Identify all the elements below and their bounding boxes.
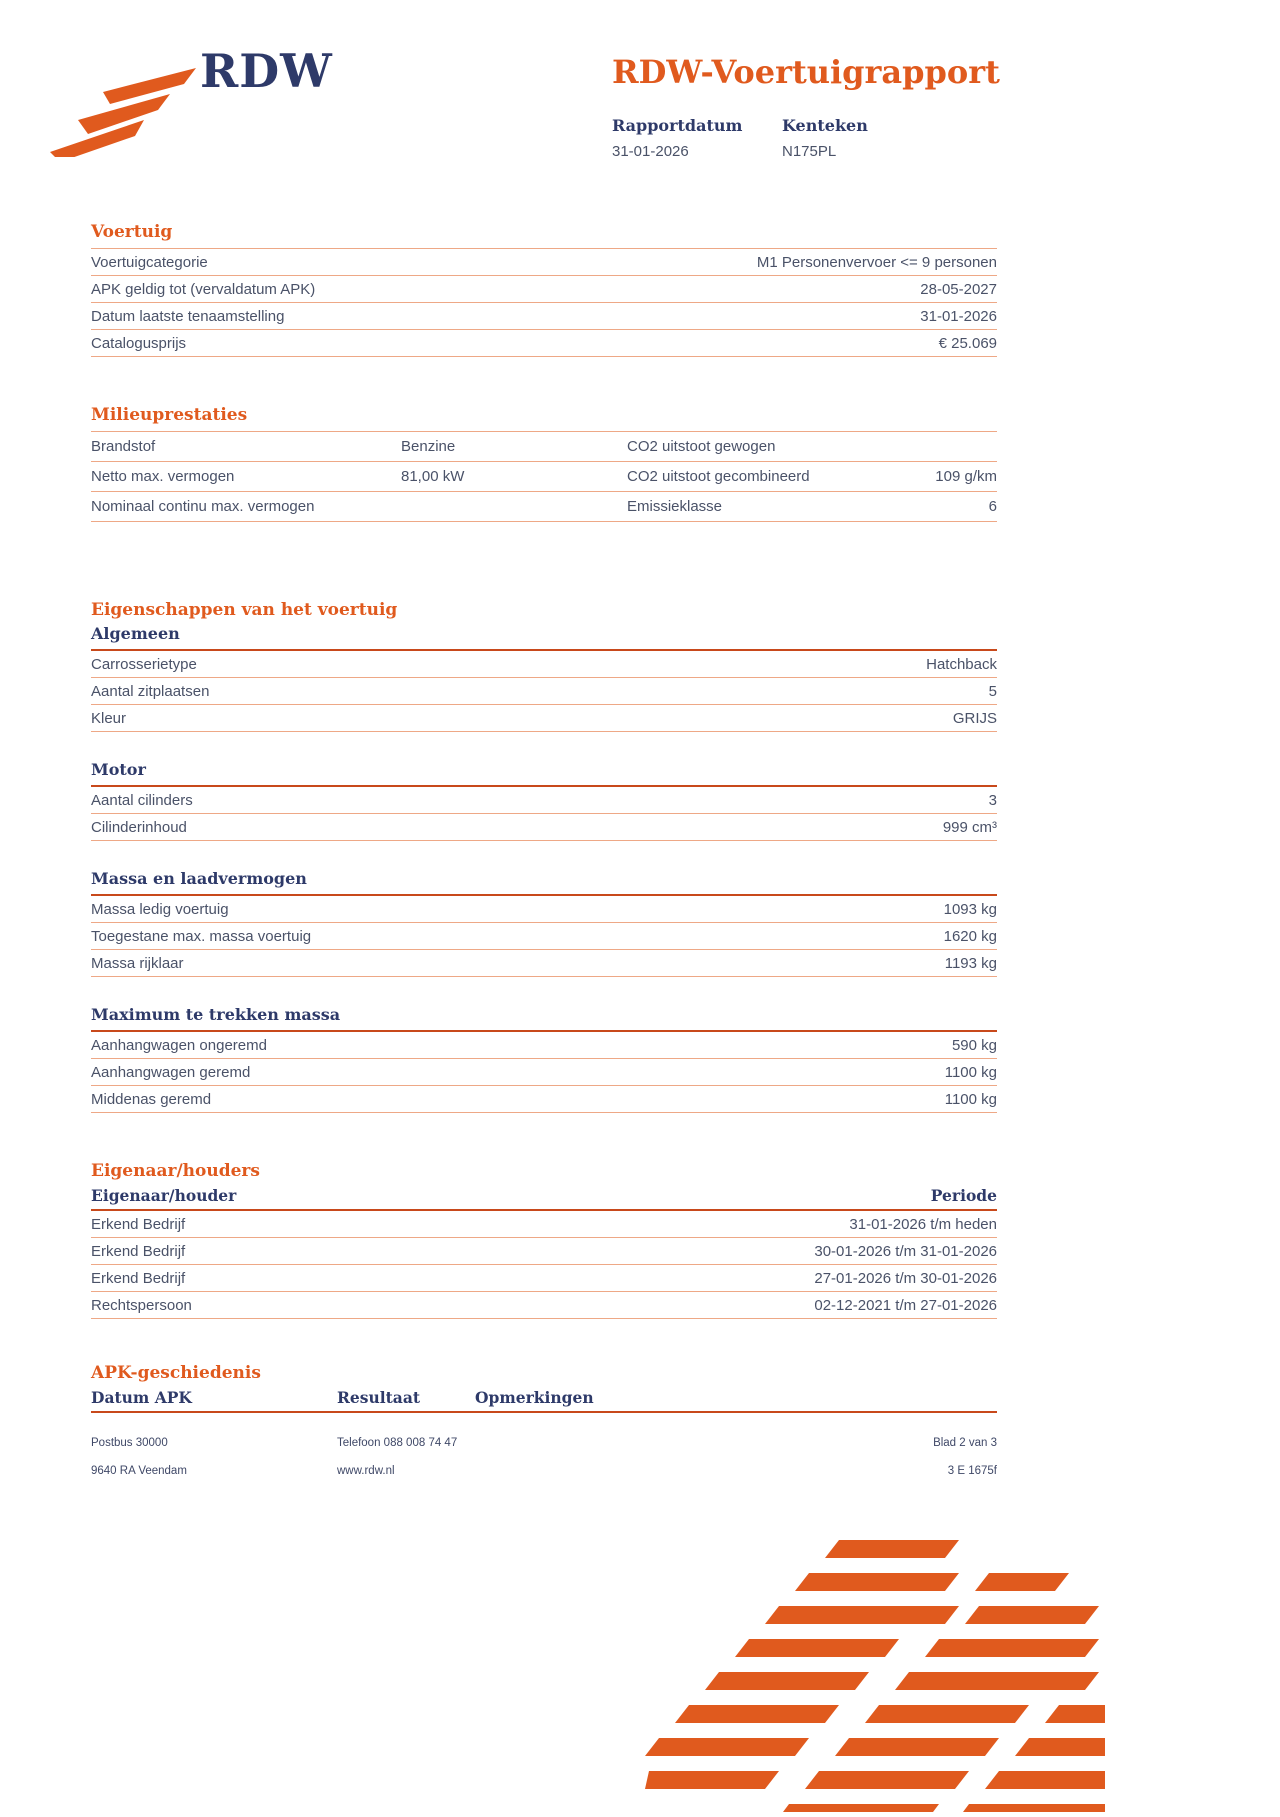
kenteken-label: Kenteken — [782, 116, 868, 135]
title-block — [612, 52, 1012, 160]
row-label: Kleur — [91, 709, 127, 727]
row-label: Cilinderinhoud — [91, 818, 187, 836]
row-value: 31-01-2026 — [920, 307, 997, 325]
row-value: 1100 kg — [944, 1063, 997, 1081]
row-value: Benzine — [401, 438, 456, 455]
table-row — [91, 1265, 997, 1292]
rdw-logo-icon — [48, 62, 198, 162]
column-header-owner: Eigenaar/houder — [91, 1186, 237, 1205]
report-date-value: 31-01-2026 — [612, 143, 689, 160]
column-header-datum: Datum APK — [91, 1388, 192, 1407]
subsection-heading: Maximum te trekken massa — [91, 1005, 997, 1032]
footer-address-line1: Postbus 30000 — [91, 1437, 168, 1449]
row-value: M1 Personenvervoer <= 9 personen — [756, 253, 997, 271]
page-title: RDW-Voertuigrapport — [612, 53, 1000, 91]
section-heading: Milieuprestaties — [91, 405, 248, 425]
row-value: GRIJS — [952, 709, 997, 727]
subsection-massa — [91, 869, 997, 977]
table-row — [91, 303, 997, 330]
table-row — [91, 1292, 997, 1319]
subsection-heading: Motor — [91, 760, 997, 787]
column-header-opmerkingen: Opmerkingen — [475, 1388, 594, 1407]
section-heading: APK-geschiedenis — [91, 1363, 261, 1383]
footer-website: www.rdw.nl — [337, 1465, 395, 1477]
apk-table-header — [91, 1387, 997, 1413]
footer-line-2 — [91, 1465, 997, 1477]
subsection-motor — [91, 760, 997, 841]
table-row — [91, 705, 997, 732]
row-label: Massa rijklaar — [91, 954, 184, 972]
row-label: Aantal cilinders — [91, 791, 193, 809]
table-row — [91, 923, 997, 950]
section-milieuprestaties — [91, 405, 997, 522]
table-row — [91, 249, 997, 276]
row-label: APK geldig tot (vervaldatum APK) — [91, 280, 316, 298]
table-row — [91, 462, 997, 492]
motor-table — [91, 787, 997, 841]
table-row — [91, 432, 997, 462]
section-heading: Eigenaar/houders — [91, 1161, 260, 1181]
table-row — [91, 330, 997, 357]
table-row — [91, 896, 997, 923]
row-label: Massa ledig voertuig — [91, 900, 229, 918]
row-value: 109 g/km — [935, 468, 997, 485]
footer-form-code: 3 E 1675f — [947, 1465, 997, 1477]
table-row — [91, 651, 997, 678]
table-row — [91, 1059, 997, 1086]
report-meta — [612, 116, 1012, 160]
table-row — [91, 950, 997, 977]
section-eigenschappen — [91, 600, 997, 1113]
report-header — [0, 0, 1280, 222]
table-row — [91, 814, 997, 841]
table-row — [91, 787, 997, 814]
rdw-logo-text: RDW — [200, 44, 333, 98]
subsection-trekken-massa — [91, 1005, 997, 1113]
row-label: Toegestane max. massa voertuig — [91, 927, 312, 945]
footer-page-number: Blad 2 van 3 — [933, 1437, 997, 1449]
period-cell: 31-01-2026 t/m heden — [849, 1215, 997, 1233]
row-label: Catalogusprijs — [91, 334, 187, 352]
table-row — [91, 1032, 997, 1059]
period-cell: 30-01-2026 t/m 31-01-2026 — [814, 1242, 997, 1260]
kenteken-block — [782, 116, 868, 160]
report-body — [91, 222, 997, 1413]
row-label: CO2 uitstoot gewogen — [627, 438, 776, 455]
section-voertuig — [91, 222, 997, 357]
row-label: Carrosserietype — [91, 655, 197, 673]
table-row — [91, 492, 997, 522]
report-date-block — [612, 116, 782, 160]
eigenaar-table-header — [91, 1185, 997, 1211]
row-value: 1100 kg — [944, 1090, 997, 1108]
footer-phone: Telefoon 088 008 74 47 — [337, 1437, 458, 1449]
footer-line-1 — [91, 1437, 997, 1449]
row-label: Middenas geremd — [91, 1090, 212, 1108]
kenteken-value: N175PL — [782, 143, 837, 160]
footer-stripes-graphic — [645, 1540, 1105, 1812]
row-value: € 25.069 — [938, 334, 997, 352]
algemeen-table — [91, 651, 997, 732]
milieu-table — [91, 431, 997, 522]
eigenaar-table — [91, 1211, 997, 1319]
table-row — [91, 1211, 997, 1238]
row-value: 6 — [988, 498, 997, 515]
section-eigenaar-houders — [91, 1161, 997, 1319]
table-row — [91, 276, 997, 303]
row-label: Voertuigcategorie — [91, 253, 208, 271]
page-footer — [91, 1437, 997, 1493]
row-label: Aanhangwagen ongeremd — [91, 1036, 267, 1054]
subsection-algemeen — [91, 624, 997, 732]
row-value: 28-05-2027 — [920, 280, 997, 298]
table-row — [91, 1086, 997, 1113]
row-value: 1620 kg — [943, 927, 997, 945]
section-heading: Voertuig — [91, 222, 173, 242]
row-value: Hatchback — [926, 655, 997, 673]
row-value: 590 kg — [951, 1036, 997, 1054]
period-cell: 27-01-2026 t/m 30-01-2026 — [814, 1269, 997, 1287]
section-apk-geschiedenis — [91, 1363, 997, 1413]
owner-cell: Erkend Bedrijf — [91, 1215, 186, 1233]
row-value: 1193 kg — [944, 954, 997, 972]
row-label: Datum laatste tenaamstelling — [91, 307, 285, 325]
row-value: 81,00 kW — [401, 468, 465, 485]
row-label: Brandstof — [91, 438, 156, 455]
section-heading: Eigenschappen van het voertuig — [91, 600, 398, 620]
row-label: Nominaal continu max. vermogen — [91, 498, 315, 515]
report-date-label: Rapportdatum — [612, 116, 743, 135]
row-value: 5 — [988, 682, 997, 700]
row-label: Emissieklasse — [627, 498, 723, 515]
table-row — [91, 678, 997, 705]
row-value: 999 cm³ — [942, 818, 997, 836]
owner-cell: Rechtspersoon — [91, 1296, 192, 1314]
footer-address-line2: 9640 RA Veendam — [91, 1465, 187, 1477]
row-value: 1093 kg — [943, 900, 997, 918]
row-label: Netto max. vermogen — [91, 468, 235, 485]
column-header-period: Periode — [930, 1186, 997, 1205]
owner-cell: Erkend Bedrijf — [91, 1269, 186, 1287]
period-cell: 02-12-2021 t/m 27-01-2026 — [814, 1296, 997, 1314]
subsection-heading: Algemeen — [91, 624, 997, 651]
row-label: CO2 uitstoot gecombineerd — [627, 468, 810, 485]
table-row — [91, 1238, 997, 1265]
owner-cell: Erkend Bedrijf — [91, 1242, 186, 1260]
massa-table — [91, 896, 997, 977]
voertuig-table — [91, 248, 997, 357]
row-value: 3 — [988, 791, 997, 809]
row-label: Aantal zitplaatsen — [91, 682, 210, 700]
trekken-massa-table — [91, 1032, 997, 1113]
row-label: Aanhangwagen geremd — [91, 1063, 251, 1081]
subsection-heading: Massa en laadvermogen — [91, 869, 997, 896]
column-header-resultaat: Resultaat — [337, 1388, 421, 1407]
